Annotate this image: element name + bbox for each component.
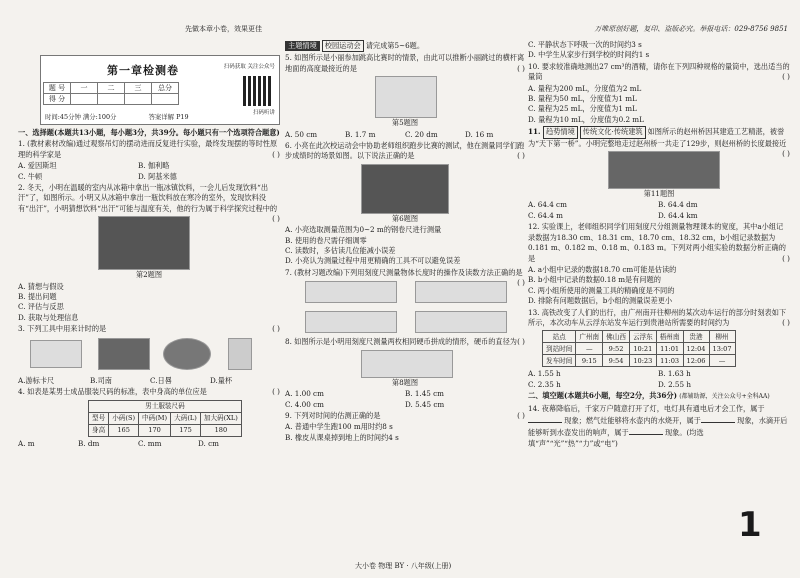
column-left [18,128,280,450]
train-timetable: 站点 广州南 佛山西 云浮东 梧州南 贵港 柳州 到站时间 — 9:52 10:21 11:01 12:04 13:07 发车时间 9:15 9:54 10:23 11:03 12:06 — [542,330,736,367]
question-8: 8. 如图所示是小明用刻度尺测量两枚相同硬币拼成的情形，硬币的直径为 ( ) [285,337,525,347]
question-13: 13. 高铁改变了人们的出行，由广州南开往柳州的某次动车运行的部分时刻表如下所示，本次动车从云浮东站发车运行到贵港站所需要的时间约为 ( ) [528,307,790,327]
figure-5-image [375,76,437,118]
figure-caption: 第5题图 [391,118,419,128]
q9-options-continued: C. 平静状态下呼吸一次的时间约3 s D. 中学生从家步行到学校的时间约1 s [528,40,650,60]
q4-options: A. m B. dm C. mm D. cm [18,438,219,448]
answer-blank[interactable] [629,426,663,435]
score-cell[interactable] [71,94,98,105]
question-3: 3. 下列工具中用来计时的是 ( ) [18,324,280,334]
section-heading: 一、选择题(本题共13小题，每小题3分，共39分。每小题只有一个选项符合题意) [18,128,280,137]
figure-caption: 第2题图 [135,270,163,280]
page-footer: 大小卷 物理 BY · 八年级(上册) [355,562,452,570]
question-9: 9. 下列对时间的估测正确的是 ( ) [285,410,525,420]
question-1: 1. (教材素材改编)通过观察吊灯的摆动进而反复进行实验，最终发现摆的等时性原理的科学家是 ( ) [18,139,280,159]
qr-code-icon[interactable] [243,76,273,106]
copyright-notice: 万唯原创好题，复印、盗版必究。举报电话：029-8756 9851 [594,25,788,33]
figure-6-image [361,164,449,214]
q8-options: A. 1.00 cm B. 1.45 cm C. 4.00 cm D. 5.45 cm [285,389,445,409]
ruler-a-image [305,281,397,303]
score-label: 得 分 [44,94,71,105]
ruler-c-image [305,311,397,333]
figure-caption: 第6题图 [391,213,419,223]
sundial-image [163,338,211,370]
answer-blank[interactable] [701,414,735,423]
test-title: 第一章检测卷 [107,64,179,77]
question-4: 4. 如表是某男士成品服装尺码的标准，表中身高的单位应是 ( ) [18,387,280,397]
question-5: 5. 如图所示是小丽参加跳高比赛时的情景，由此可以推断小丽跳过的横杆离地面的高度最接近的是 ( ) [285,53,525,73]
ruler-b-image [415,281,507,303]
score-head: 三 [125,83,152,94]
caliper-image [30,340,82,368]
figure-11-image [608,151,720,189]
figure-caption: 第11题图 [643,189,675,199]
question-12: 12. 实验课上，老师组织同学们用刻度尺分组测量物理课本的宽度，其中a小组记录数据为18.30 cm、18.31 cm、18.70 cm、18.32 cm，b小组记录数据为0.181 m、0.182 m、0.18 m、0.183 m。下列对两小组实验的数据分析正确的是 ( ) [528,222,790,263]
q3-options: A.游标卡尺 B.司南 C.日晷 D.量杯 [18,375,233,385]
q9-options: A. 普通中学生跑100 m用时约8 s B. 橡皮从课桌掉到地上的时间约4 s [285,422,399,442]
figure-2-image [98,216,190,270]
q13-options: A. 1.55 h B. 1.63 h C. 2.35 h D. 2.55 h [528,369,691,389]
test-meta: 时间:45分钟 满分:100分 答案详解 P19 [45,113,189,121]
score-cell[interactable] [152,94,179,105]
page-number: 1 [738,505,762,545]
column-middle [285,40,525,444]
q11-options: A. 64.4 cm B. 64.4 dm C. 64.4 m D. 64.4 km [528,200,698,220]
score-head: 二 [98,83,125,94]
ruler-d-image [415,311,507,333]
score-cell[interactable] [125,94,152,105]
q1-options: A. 爱因斯坦 B. 伽利略 C. 牛顿 D. 阿基米德 [18,161,177,181]
question-2: 2. 冬天，小明在温暖的室内从冰箱中拿出一瓶冰镇饮料，一会儿后发现饮料“出汗”了，如图所示。小明又从冰箱中拿出一瓶饮料放在寒冷的室外，发现饮料没有“出汗”，小明猜想饮料“出汗”可能与温度有关，他的行为属于科学探究过程中的 ( ) [18,183,280,224]
question-6: 6. 小亮在此次校运动会中协助老师组织跑步比赛的测试，他在测量同学们跑步成绩时的场景如图。以下说法正确的是 ( ) [285,141,525,161]
question-7: 7. (教材习题改编)下列用刻度尺测量物体长度时的操作及读数方法正确的是 ( ) [285,267,525,288]
question-14: 14. 夜幕降临后，千家万户随意打开了灯，电灯具有通电后才会工作，属于 现象；燃气灶能够将水壶内的水烧开，属于 现象，水滴开后能够听到水壶发出的响声，属于 现象。(均选填“声”“光”“热”“力”或“电”) [528,403,788,448]
q6-options: A. 小亮选取测量范围为0~2 m的钢卷尺进行测量 B. 使用的卷尺需仔细调零 C. 读数时，多估读几位能减小误差 D. 小亮认为测量过程中用更精确的工具不可以避免误差 [285,225,461,266]
score-head: 题 号 [44,83,71,94]
q12-options: A. a小组中记录的数据18.70 cm可能是估读的 B. b小组中记录的数据0.18 m是有问题的 C. 两小组所使用的测量工具的精确度是不同的 D. 排除有问题数据后，b小组的测量误差更小 [528,264,677,306]
size-table: 男士服装尺码 型号 小码(S) 中码(M) 大码(L) 加大码(XL) 身高 165 170 175 180 [88,400,242,437]
score-table [43,82,179,105]
q7-figures [285,279,525,337]
top-tip: 先做本章小卷，效果更佳 [185,25,262,33]
column-right [528,40,790,450]
q3-figures [18,336,280,376]
figure-8-image [361,350,453,378]
question-10: 10. 要求较准确地测出27 cm³的酒精，请你在下列四种规格的量筒中，选出适当的量筒 ( ) [528,61,790,82]
q5-options: A. 50 cm B. 1.7 m C. 20 dm D. 16 m [285,129,494,139]
section-heading: 二、填空题(本题共6小题，每空2分，共36分) (都辅助源，关注公众号+全科AA) [528,391,770,401]
theme-banner: 主题情境 校园运动会 请完成第5~6题。 [285,40,525,52]
q10-options: A. 量程为200 mL，分度值为2 mL B. 量程为50 mL，分度值为1 mL C. 量程为25 mL，分度值为1 mL D. 量程为10 mL，分度值为0.2 mL [528,83,644,124]
test-title-box [40,55,280,125]
q2-options: A. 猜想与假设 B. 提出问题 C. 评估与反思 D. 获取与处理信息 [18,281,79,322]
qr-label-bottom: 扫码听讲 [252,110,275,116]
score-cell[interactable] [98,94,125,105]
compass-image [98,338,150,370]
answer-blank[interactable] [528,414,562,423]
score-head: 一 [71,83,98,94]
qr-label: 扫码获取 关注公众号 [223,64,275,70]
figure-caption: 第8题图 [391,377,419,387]
score-head: 总分 [152,83,179,94]
question-11: 11. 趋势情境 传统文化·传统建筑 如图所示的赵州桥因其建造工艺精湛，被誉为“天下第一桥”。小明完整地走过赵州桥一共走了129步，则赵州桥的长度最接近 ( ) [528,127,790,159]
measuring-cup-image [228,338,252,370]
